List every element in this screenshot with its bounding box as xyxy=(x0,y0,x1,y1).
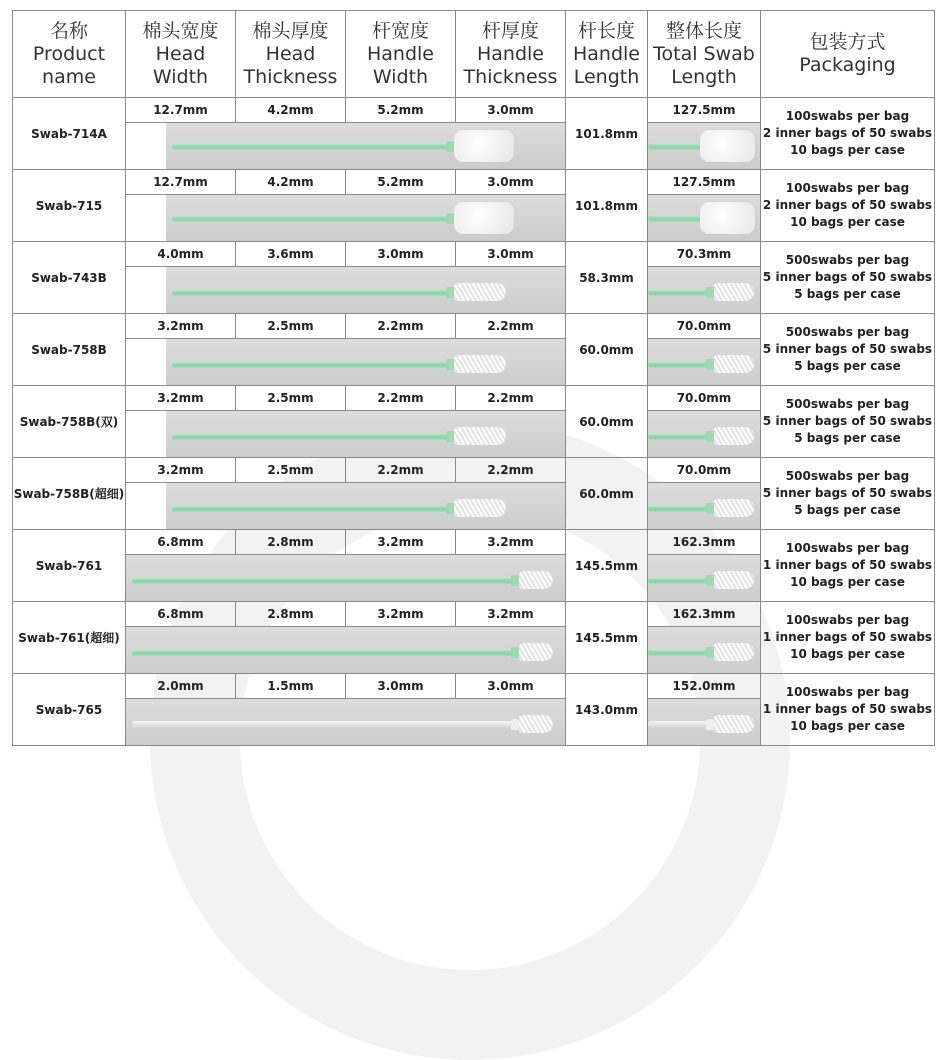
total-length-cell: 70.0mm xyxy=(648,314,761,339)
total-length-cell: 70.3mm xyxy=(648,242,761,267)
swab-handle xyxy=(648,433,708,440)
swab-collar xyxy=(706,431,714,442)
handle-length-cell: 143.0mm xyxy=(566,674,648,746)
swab-photo-cell xyxy=(126,267,566,314)
swab-photo xyxy=(126,195,565,241)
head-width-cell: 12.7mm xyxy=(126,98,236,123)
swab-collar xyxy=(706,359,714,370)
swab-handle xyxy=(648,721,708,728)
swab-collar xyxy=(706,287,714,298)
swab-photo xyxy=(126,627,565,673)
head-thickness-cell: 2.5mm xyxy=(236,458,346,483)
knit-tip xyxy=(454,499,506,517)
swab-photo xyxy=(126,483,565,529)
handle-thickness-cell: 2.2mm xyxy=(456,314,566,339)
knit-tip xyxy=(714,427,754,445)
swab-tip-photo-cell xyxy=(648,483,761,530)
handle-thickness-cell: 3.2mm xyxy=(456,530,566,555)
packaging-line: 500swabs per bag xyxy=(785,469,910,483)
packaging-line: 100swabs per bag xyxy=(785,613,910,627)
knit-tip xyxy=(519,715,553,733)
handle-thickness-cell: 3.0mm xyxy=(456,170,566,195)
swab-tip-photo xyxy=(648,555,760,601)
handle-width-cell: 3.2mm xyxy=(346,530,456,555)
swab-tip-photo-cell xyxy=(648,339,761,386)
product-name-cell: Swab-743B xyxy=(13,242,126,314)
swab-handle xyxy=(132,649,517,656)
swab-handle xyxy=(648,289,708,296)
packaging-line: 10 bags per case xyxy=(790,143,905,157)
packaging-line: 1 inner bags of 50 swabs xyxy=(762,702,933,716)
swab-handle xyxy=(648,143,708,150)
total-length-cell: 162.3mm xyxy=(648,530,761,555)
swab-photo xyxy=(126,267,565,313)
head-width-cell: 6.8mm xyxy=(126,602,236,627)
head-width-cell: 12.7mm xyxy=(126,170,236,195)
swab-photo-cell xyxy=(126,339,566,386)
packaging-cell xyxy=(761,458,935,530)
col-header-handle-width: 杆宽度 Handle Width xyxy=(346,11,456,98)
packaging-cell xyxy=(761,242,935,314)
packaging-line: 100swabs per bag xyxy=(785,181,910,195)
packaging-line: 1 inner bags of 50 swabs xyxy=(762,630,933,644)
total-length-cell: 70.0mm xyxy=(648,458,761,483)
handle-length-cell: 60.0mm xyxy=(566,314,648,386)
product-row xyxy=(13,674,935,699)
swab-photo-cell xyxy=(126,483,566,530)
swab-handle xyxy=(172,505,452,512)
packaging-line: 10 bags per case xyxy=(790,575,905,589)
product-name-cell: Swab-758B xyxy=(13,314,126,386)
packaging-line: 5 bags per case xyxy=(794,287,901,301)
head-thickness-cell: 3.6mm xyxy=(236,242,346,267)
packaging-cell xyxy=(761,386,935,458)
handle-length-cell: 101.8mm xyxy=(566,98,648,170)
swab-handle xyxy=(132,577,517,584)
swab-collar xyxy=(706,647,714,658)
swab-handle xyxy=(172,143,452,150)
swab-photo xyxy=(126,339,565,385)
packaging-cell xyxy=(761,674,935,746)
swab-collar xyxy=(706,575,714,586)
knit-tip xyxy=(714,499,754,517)
packaging-line: 1 inner bags of 50 swabs xyxy=(762,558,933,572)
foam-tip xyxy=(454,202,514,234)
product-name-cell: Swab-761(超细) xyxy=(13,602,126,674)
head-thickness-cell: 2.5mm xyxy=(236,314,346,339)
packaging-line: 500swabs per bag xyxy=(785,253,910,267)
handle-width-cell: 2.2mm xyxy=(346,386,456,411)
handle-thickness-cell: 3.0mm xyxy=(456,242,566,267)
handle-thickness-cell: 3.0mm xyxy=(456,674,566,699)
swab-handle xyxy=(648,505,708,512)
packaging-cell xyxy=(761,98,935,170)
knit-tip xyxy=(519,571,553,589)
swab-handle xyxy=(172,215,452,222)
swab-handle xyxy=(172,361,452,368)
header-row xyxy=(13,11,935,98)
knit-tip xyxy=(454,283,506,301)
swab-handle xyxy=(172,433,452,440)
swab-tip-photo xyxy=(648,339,760,385)
handle-length-cell: 145.5mm xyxy=(566,602,648,674)
swab-tip-photo xyxy=(648,123,760,169)
swab-tip-photo-cell xyxy=(648,699,761,746)
handle-width-cell: 3.0mm xyxy=(346,674,456,699)
head-thickness-cell: 4.2mm xyxy=(236,170,346,195)
swab-tip-photo-cell xyxy=(648,123,761,170)
swab-photo xyxy=(126,123,565,169)
knit-tip xyxy=(519,643,553,661)
col-header-total-length: 整体长度 Total Swab Length xyxy=(648,11,761,98)
swab-collar xyxy=(446,503,454,514)
swab-photo xyxy=(126,555,565,601)
packaging-line: 5 bags per case xyxy=(794,431,901,445)
product-row xyxy=(13,98,935,123)
handle-length-cell: 60.0mm xyxy=(566,458,648,530)
swab-tip-photo xyxy=(648,699,760,745)
handle-width-cell: 3.2mm xyxy=(346,602,456,627)
swab-photo-cell xyxy=(126,195,566,242)
product-row xyxy=(13,386,935,411)
swab-collar xyxy=(446,359,454,370)
product-name-cell: Swab-715 xyxy=(13,170,126,242)
packaging-line: 2 inner bags of 50 swabs xyxy=(762,198,933,212)
head-thickness-cell: 2.8mm xyxy=(236,530,346,555)
total-length-cell: 70.0mm xyxy=(648,386,761,411)
col-header-handle-length: 杆长度 Handle Length xyxy=(566,11,648,98)
head-width-cell: 3.2mm xyxy=(126,386,236,411)
product-name-cell: Swab-758B(双) xyxy=(13,386,126,458)
swab-collar xyxy=(511,647,519,658)
packaging-cell xyxy=(761,170,935,242)
swab-handle xyxy=(132,721,517,728)
foam-tip xyxy=(700,202,755,234)
handle-length-cell: 101.8mm xyxy=(566,170,648,242)
swab-collar xyxy=(706,503,714,514)
swab-collar xyxy=(446,213,454,224)
swab-spec-table xyxy=(12,10,935,746)
swab-photo-cell xyxy=(126,627,566,674)
packaging-line: 500swabs per bag xyxy=(785,397,910,411)
swab-collar xyxy=(446,431,454,442)
product-row xyxy=(13,242,935,267)
knit-tip xyxy=(714,715,754,733)
swab-handle xyxy=(172,289,452,296)
foam-tip xyxy=(454,130,514,162)
head-thickness-cell: 1.5mm xyxy=(236,674,346,699)
product-name-cell: Swab-714A xyxy=(13,98,126,170)
col-header-name: 名称 Product name xyxy=(13,11,126,98)
product-row xyxy=(13,170,935,195)
packaging-line: 5 inner bags of 50 swabs xyxy=(762,486,933,500)
packaging-line: 100swabs per bag xyxy=(785,109,910,123)
swab-handle xyxy=(648,649,708,656)
swab-handle xyxy=(648,215,708,222)
swab-tip-photo-cell xyxy=(648,627,761,674)
total-length-cell: 162.3mm xyxy=(648,602,761,627)
handle-thickness-cell: 3.2mm xyxy=(456,602,566,627)
knit-tip xyxy=(714,355,754,373)
handle-length-cell: 145.5mm xyxy=(566,530,648,602)
product-row xyxy=(13,530,935,555)
handle-width-cell: 5.2mm xyxy=(346,98,456,123)
swab-tip-photo-cell xyxy=(648,195,761,242)
knit-tip xyxy=(714,643,754,661)
knit-tip xyxy=(454,427,506,445)
swab-tip-photo xyxy=(648,627,760,673)
swab-photo xyxy=(126,411,565,457)
head-thickness-cell: 4.2mm xyxy=(236,98,346,123)
handle-width-cell: 2.2mm xyxy=(346,458,456,483)
swab-handle xyxy=(648,361,708,368)
head-width-cell: 6.8mm xyxy=(126,530,236,555)
product-row xyxy=(13,458,935,483)
swab-photo-cell xyxy=(126,699,566,746)
packaging-line: 100swabs per bag xyxy=(785,685,910,699)
product-name-cell: Swab-758B(超细) xyxy=(13,458,126,530)
col-header-handle-thickness: 杆厚度 Handle Thickness xyxy=(456,11,566,98)
swab-photo-cell xyxy=(126,123,566,170)
col-header-head-width: 棉头宽度 Head Width xyxy=(126,11,236,98)
col-header-head-thickness: 棉头厚度 Head Thickness xyxy=(236,11,346,98)
col-header-packaging: 包装方式 Packaging xyxy=(761,11,935,98)
swab-photo xyxy=(126,699,565,745)
total-length-cell: 152.0mm xyxy=(648,674,761,699)
swab-tip-photo xyxy=(648,267,760,313)
packaging-cell xyxy=(761,602,935,674)
total-length-cell: 127.5mm xyxy=(648,170,761,195)
handle-width-cell: 5.2mm xyxy=(346,170,456,195)
packaging-line: 10 bags per case xyxy=(790,647,905,661)
head-width-cell: 3.2mm xyxy=(126,458,236,483)
head-thickness-cell: 2.8mm xyxy=(236,602,346,627)
packaging-line: 10 bags per case xyxy=(790,215,905,229)
head-width-cell: 2.0mm xyxy=(126,674,236,699)
swab-collar xyxy=(511,575,519,586)
swab-tip-photo xyxy=(648,483,760,529)
handle-length-cell: 58.3mm xyxy=(566,242,648,314)
product-row xyxy=(13,314,935,339)
packaging-line: 5 inner bags of 50 swabs xyxy=(762,342,933,356)
packaging-cell xyxy=(761,314,935,386)
swab-tip-photo-cell xyxy=(648,555,761,602)
handle-thickness-cell: 3.0mm xyxy=(456,98,566,123)
product-name-cell: Swab-765 xyxy=(13,674,126,746)
packaging-line: 5 inner bags of 50 swabs xyxy=(762,414,933,428)
handle-width-cell: 3.0mm xyxy=(346,242,456,267)
swab-photo-cell xyxy=(126,555,566,602)
foam-tip xyxy=(700,130,755,162)
swab-tip-photo-cell xyxy=(648,267,761,314)
head-width-cell: 4.0mm xyxy=(126,242,236,267)
packaging-line: 100swabs per bag xyxy=(785,541,910,555)
knit-tip xyxy=(454,355,506,373)
packaging-line: 5 inner bags of 50 swabs xyxy=(762,270,933,284)
swab-photo-cell xyxy=(126,411,566,458)
swab-tip-photo-cell xyxy=(648,411,761,458)
head-thickness-cell: 2.5mm xyxy=(236,386,346,411)
swab-collar xyxy=(511,719,519,730)
head-width-cell: 3.2mm xyxy=(126,314,236,339)
swab-tip-photo xyxy=(648,411,760,457)
swab-collar xyxy=(446,287,454,298)
swab-collar xyxy=(446,141,454,152)
handle-length-cell: 60.0mm xyxy=(566,386,648,458)
swab-tip-photo xyxy=(648,195,760,241)
packaging-line: 2 inner bags of 50 swabs xyxy=(762,126,933,140)
packaging-line: 5 bags per case xyxy=(794,503,901,517)
handle-width-cell: 2.2mm xyxy=(346,314,456,339)
swab-handle xyxy=(648,577,708,584)
packaging-cell xyxy=(761,530,935,602)
packaging-line: 10 bags per case xyxy=(790,719,905,733)
handle-thickness-cell: 2.2mm xyxy=(456,458,566,483)
total-length-cell: 127.5mm xyxy=(648,98,761,123)
swab-collar xyxy=(706,719,714,730)
product-name-cell: Swab-761 xyxy=(13,530,126,602)
packaging-line: 500swabs per bag xyxy=(785,325,910,339)
knit-tip xyxy=(714,571,754,589)
packaging-line: 5 bags per case xyxy=(794,359,901,373)
product-row xyxy=(13,602,935,627)
handle-thickness-cell: 2.2mm xyxy=(456,386,566,411)
knit-tip xyxy=(714,283,754,301)
